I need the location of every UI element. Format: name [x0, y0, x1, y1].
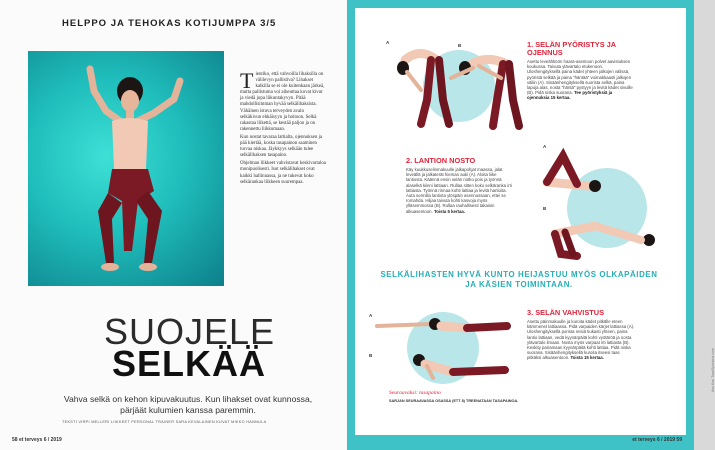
- right-footer: et terveys 6 / 2019 59: [632, 437, 682, 443]
- drop-cap: T: [240, 68, 254, 93]
- body-paragraph-3: Ohjelman liikkeet vahvistavat keskivartaloa monipuolisesti. Isot selkälihakset ovat kaikki hallinnassa, ja ne tukevat koko selkärankaa liikkeen suurempaa.: [240, 161, 326, 185]
- right-page: [347, 0, 715, 450]
- left-page: [0, 0, 347, 450]
- step1-label-b: B: [458, 43, 462, 48]
- exercise-illustrations: [355, 8, 686, 435]
- lead-text: Vahva selkä on kehon kipuvakuutus. Kun lihakset ovat kunnossa, pärjäät kulumien kanssa paremmin.: [63, 394, 313, 415]
- next-episode: [389, 390, 519, 403]
- credits: TEKSTI VIRPI MELLERI LIIKKEET PERSONAL TRAINER SARA KEVALAINEN KUVAT MIKKO HANNULA: [62, 420, 267, 424]
- step-2: [406, 157, 514, 214]
- step-2-reps: Toista 5 kertaa.: [433, 208, 465, 214]
- step-1-title: 1. SELÄN PYÖRISTYS JA OJENNUS: [527, 40, 616, 57]
- next-text: SARJAN SEURAAVASSA OSASSA (ETT 8) TREENATAAN TASAPAINOA.: [389, 399, 519, 403]
- step-1-text: Asettu leveähköön haara-asentoon polvet aavistuksen koukussa. Taivuta ylävartalo etukenoon. Uloshengityksellä paina kädet yhteen jalkojen välissä, pyöristä selkää ja paina "häntää" voimakkaasti jalkojen väliin (A). Sisäänhengityksellä suorista selkä, paina lapoja alas, nosta "häntä" pystyyn ja levitä kädet sivuille (B). Pidä niska suorana.: [527, 59, 633, 96]
- step-3: [527, 309, 635, 361]
- step1-label-a: A: [386, 40, 390, 45]
- step3-label-a: A: [369, 313, 373, 318]
- body-paragraph-2: Kun nostat tavaraa lattialta, ojennuksen ja pää kiertää, koska tasapainon saaminen turvaa niskaa. Jäykkyys selkään tulee selkälihaksen tasapaino.: [240, 134, 323, 159]
- step2-label-a: A: [543, 144, 547, 149]
- step3-label-b: B: [369, 353, 373, 358]
- step-2-text: Käy kuukkuselinmakuulle jalkapohjat maassa, jalat leveällä ja jalkaterät hieman auki (A). Aloita liike lantiosta. Käännä ensin selän notko pois ja työnnä alaselkä kiinni lattiaan. Rullaa sitten koko selkäranka irti lattiasta. Työnnä rinnaa kohti lattiaa ja levitä hartioita. Auta sormilla lantiota ylöspäin asennossaan, ettei se romahda. Hiljaa taivuta kohti kasvoja myös ylläsemmossa (B). Rullaa rauhallisesti takaisin alkuasentoon.: [406, 167, 512, 214]
- photo-credit-vertical: Asu Kari Traa/Sportoria.com: [711, 348, 715, 392]
- step-2-title: 2. LANTION NOSTO: [406, 156, 476, 165]
- step-1: [527, 41, 635, 101]
- step-3-reps: Toista 15 kertaa.: [570, 355, 604, 361]
- step-1-reps: Tee pyöristyksiä ja ojennuksia 15 kertaa.: [527, 90, 613, 101]
- woman-squat-photo: [28, 51, 224, 286]
- step2-label-b: B: [543, 206, 547, 211]
- left-footer: 58 et terveys 6 / 2019: [12, 437, 62, 443]
- body-paragraph-1: ientiko, että vahvoilla lihaksilla on välilevyn pallistiva? Lihakset kalkilla se ei ole kuitenkaan järkeä, mutta pallistuma voi aiheuttaa kovat kivut ja viedä jopa liikuntakyvyn. Pitää mahdollisimman hyvää selkälihaksista. Vähäinen istuva terveyden avain selkäkivun ehkäisyyn ja hoitoon. Selkä rakastaa liikettä, se kestää paljon ja on rakennettu liikkumaan.: [240, 72, 325, 132]
- step-3-title: 3. SELÄN VAHVISTUS: [527, 308, 605, 317]
- article-body: [240, 68, 326, 188]
- title-bold: SELKÄÄ: [112, 343, 267, 384]
- right-panel: [355, 8, 686, 435]
- title-light: SUOJELE: [104, 311, 276, 352]
- next-title: Seuraavaksi: tasapaino: [389, 390, 441, 396]
- series-title: HELPPO JA TEHOKAS KOTIJUMPPA 3/5: [62, 18, 277, 29]
- headline-quote: SELKÄLIHASTEN HYVÄ KUNTO HEIJASTUU MYÖS OLKAPÄIDEN JA KÄSIEN TOIMINTAAN.: [380, 270, 658, 289]
- step-3-text: Asettu päinmakuulle ja kuroita kädet pitkälle eteen kämmenet lattiaassa. Pidä varpaiden kärjet lattiassa (A). Uloshengityksellä porista reisiä tiukasti yhteen, paina lantio lattiaan, vedä kyynärpäitä kohti vyötäröä ja nosta ylävartalo ilmaan. Nosta myös varpaat irti lattiasta (B). Keskity pariamaan kyynärpäitä kohti lattiaa. Pidä niska suorana. Sisäänhengityksellä kuroita itseesi taas pitkäksi alkuasentoon.: [527, 319, 635, 361]
- woman-squat-figure: [28, 51, 224, 286]
